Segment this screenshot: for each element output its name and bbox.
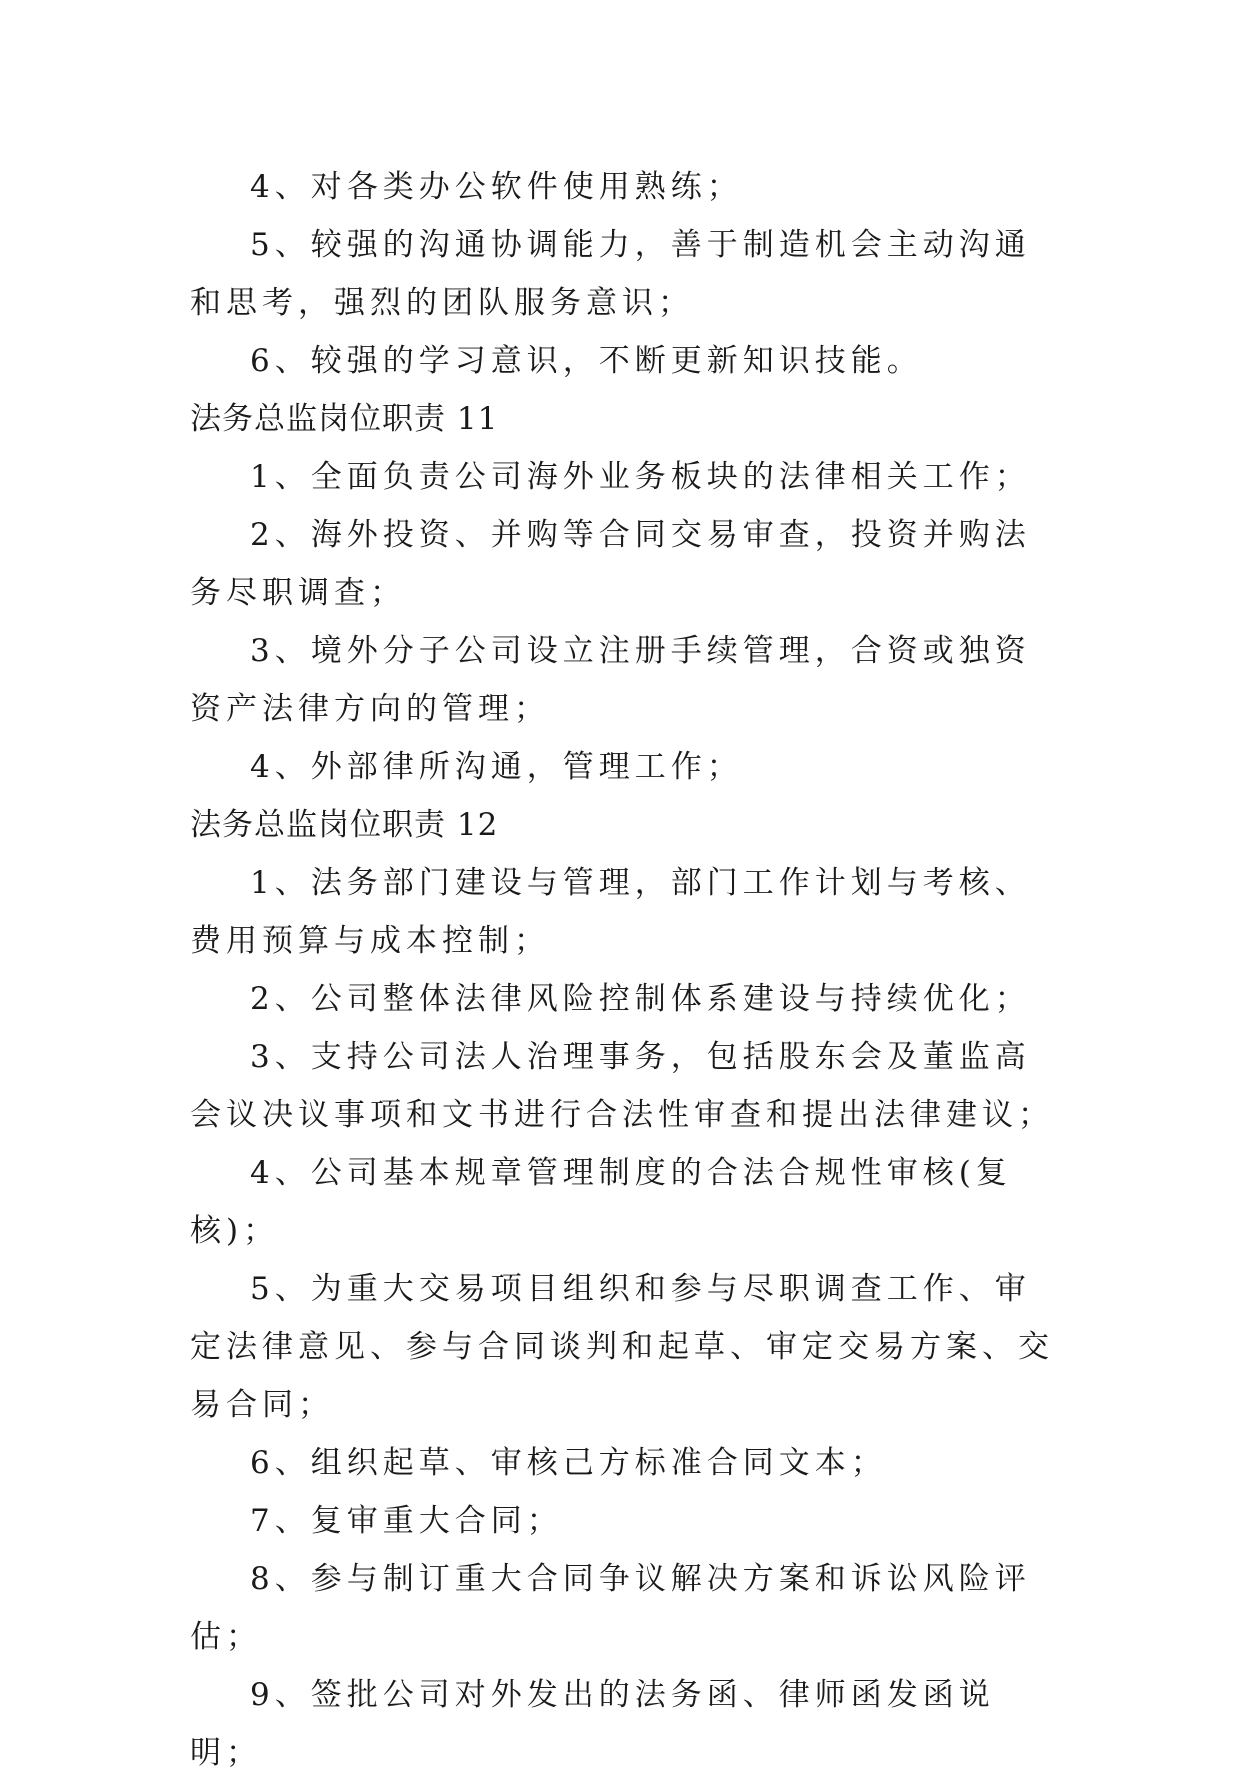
document-body	[190, 158, 1054, 1782]
list-item: 6、组织起草、审核己方标准合同文本；	[250, 1445, 887, 1481]
list-item: 5、为重大交易项目组织和参与尽职调查工作、审定法律意见、参与合同谈判和起草、审定交易方案、交易合同；	[190, 1271, 1054, 1423]
list-item: 2、公司整体法律风险控制体系建设与持续优化；	[250, 981, 1031, 1017]
section-heading: 法务总监岗位职责 12	[190, 807, 499, 843]
list-item: 3、支持公司法人治理事务，包括股东会及董监高会议决议事项和文书进行合法性审查和提出法律建议；	[190, 1039, 1054, 1133]
list-item: 7、复审重大合同；	[250, 1503, 563, 1539]
list-item: 6、较强的学习意识，不断更新知识技能。	[250, 343, 923, 379]
list-item: 1、法务部门建设与管理，部门工作计划与考核、费用预算与成本控制；	[190, 865, 1031, 959]
list-item: 5、较强的沟通协调能力，善于制造机会主动沟通和思考，强烈的团队服务意识；	[190, 227, 1031, 321]
list-item: 4、对各类办公软件使用熟练；	[250, 169, 743, 205]
list-item: 4、公司基本规章管理制度的合法合规性审核(复核)；	[190, 1155, 1012, 1249]
section-heading: 法务总监岗位职责 11	[190, 401, 499, 437]
list-item: 8、参与制订重大合同争议解决方案和诉讼风险评估；	[190, 1561, 1031, 1655]
list-item: 9、签批公司对外发出的法务函、律师函发函说明；	[190, 1677, 995, 1771]
list-item: 2、海外投资、并购等合同交易审查，投资并购法务尽职调查；	[190, 517, 1031, 611]
list-item: 4、外部律所沟通，管理工作；	[250, 749, 743, 785]
list-item: 1、全面负责公司海外业务板块的法律相关工作；	[250, 459, 1031, 495]
list-item: 3、境外分子公司设立注册手续管理，合资或独资资产法律方向的管理；	[190, 633, 1031, 727]
